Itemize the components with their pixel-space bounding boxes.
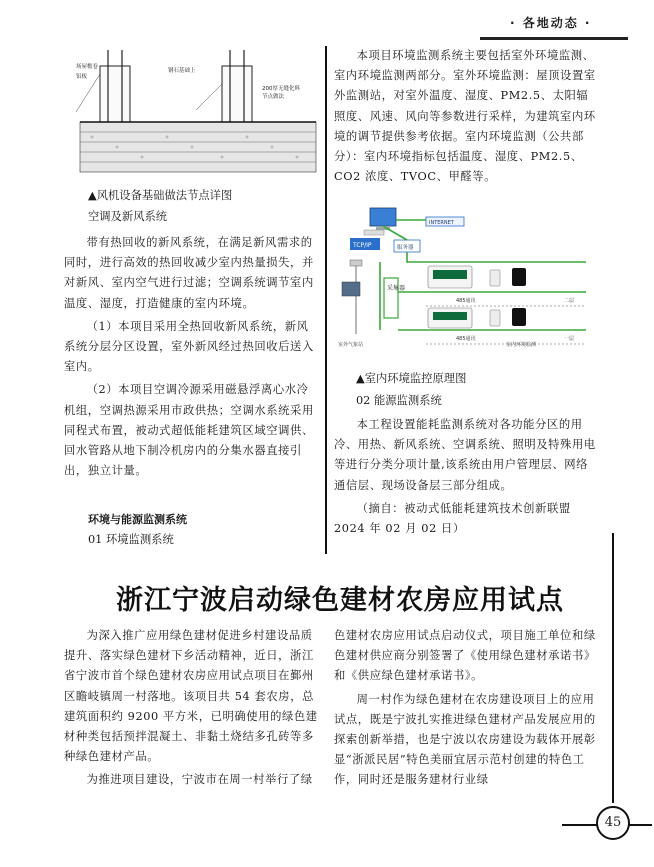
foundation-detail-figure [72, 44, 322, 184]
sensor-floor1-b [512, 308, 526, 326]
article-right-column [334, 626, 596, 791]
section-header-tag: · 各地动态 · [510, 16, 592, 30]
fig1-label-1: 场屋檐卷 [76, 64, 99, 70]
section-energy-title: 02 能源监测系统 [356, 394, 442, 407]
article-left-paragraph-2: 为推进项目建设，宁波市在周一村举行了绿 [86, 773, 313, 787]
pier-right [222, 66, 252, 122]
computer-monitor [370, 208, 396, 226]
aircon-paragraph-3: （2）本项目空调冷源采用磁悬浮离心水冷机组，空调热源采用市政供热；空调水系统采用同程式布置，被动式超低能耗建筑区域空调供、回水管路从地下制冷机房内的分集水器直接引出，独立计量。 [64, 383, 314, 478]
page-number: 45 [604, 815, 622, 830]
article-left-paragraph-1: 为深入推广应用绿色建材促进乡村建设品质提升、落实绿色建材下乡活动精神，近日，浙江省宁波市首个绿色建材农房应用试点项目在鄞州区瞻岐镇周一村落地。该项目共 54 套农房，总建筑面积约 9200 平方米，已明确使用的绿色建材种类包括预拌混凝土、非黏土烧结多孔砖等多种绿色建材产品。 [64, 629, 318, 764]
section-aircon-title: 空调及新风系统 [88, 210, 168, 223]
indoor-monitor-label: 室内环境监测 [506, 342, 537, 348]
section-env-monitor-title: 01 环境监测系统 [88, 533, 174, 546]
env-monitor-paragraph: 本项目环境监测系统主要包括室外环境监测、室内环境监测两部分。室外环境监测：屋顶设置室外监测站，对室外温度、湿度、PM2.5、太阳辐照度、风速、风向等参数进行采样，为建筑室内环境的调节提供参考依据。室内环境监测（公共部分）：室内环境指标包括温度、湿度、PM2.5、CO2 浓度、TVOC、甲醛等。 [334, 49, 596, 184]
header-rule [480, 37, 628, 40]
collector-label: 采集器 [387, 285, 406, 292]
article-headline: 浙江宁波启动绿色建材农房应用试点 [116, 585, 564, 616]
page-number-badge [596, 806, 630, 840]
computer-keyboard [364, 230, 384, 235]
floor2-label: 二层 [564, 298, 575, 304]
article-right-paragraph-2: 周一村作为绿色建材在农房建设项目上的应用试点，既是宁波扎实推进绿色建材产品发展应用的探索创新举措，也是宁波以农房建设为载体开展彰显“浙派民居”特色美丽宜居示范村创建的特色工作，同时还是服务建材行业绿 [334, 692, 596, 787]
collector-box [384, 278, 398, 318]
indoor-monitoring-diagram [336, 204, 598, 366]
outdoor-station-label: 室外气象站 [338, 342, 364, 348]
controller-floor1-screen [433, 312, 467, 320]
fig1-label-2: 铝板 [76, 74, 88, 80]
fig1-label-5: 节点做法 [262, 94, 285, 100]
article-left-column [64, 626, 320, 791]
fig1-label-4: 200厚无缝化料 [262, 86, 300, 92]
right-column-intro [334, 46, 596, 187]
fig1-caption: ▲风机设备基础做法节点详图 [88, 189, 233, 202]
right-column-body [334, 415, 596, 539]
solar-panel [342, 282, 360, 296]
ground-slab [80, 122, 316, 172]
bus-label-485-upper: 485通讯 [456, 298, 476, 304]
internet-label: INTERNET [429, 220, 454, 226]
bus-label-485-lower: 485通讯 [456, 336, 476, 342]
fig2-caption: ▲室内环境监控原理图 [356, 372, 467, 385]
sensor-floor2-b [512, 268, 526, 286]
controller-floor2-screen [433, 270, 467, 279]
sensor-head [350, 260, 362, 266]
sensor-floor2-a [490, 270, 500, 286]
aircon-paragraph-2: （1）本项目采用全热回收新风系统，新风系统分层分区设置，室外新风经过热回收后送入室内。 [64, 319, 314, 374]
fig1-label-3: 钢石基础上 [168, 68, 196, 74]
section-env-energy-title: 环境与能源监测系统 [88, 513, 187, 526]
server-label: 服务器 [397, 245, 414, 251]
left-column-body [64, 233, 320, 481]
energy-paragraph: 本工程设置能耗监测系统对各功能分区的用冷、用热、新风系统、空调系统、照明及特殊用电等进行分类分项计量,该系统由用户管理层、网络通信层、现场设备层三部分组成。 [334, 418, 596, 492]
floor1-label: 一层 [564, 336, 575, 342]
column-divider [325, 46, 327, 554]
right-edge-rule [612, 533, 614, 803]
article-right-paragraph-1: 色建材农房应用试点启动仪式，项目施工单位和绿色建材供应商分别签署了《使用绿色建材承诺书》和《供应绿色建材承诺书》。 [334, 629, 596, 683]
tcpip-label: TCP/IP [353, 242, 372, 249]
sensor-floor1-a [490, 310, 500, 326]
pier-left [100, 66, 130, 122]
aircon-paragraph-1: 带有热回收的新风系统，在满足新风需求的同时，进行高效的热回收减少室内热量损失，并对新风、室内空气进行过滤；空调系统调节室内温度、湿度，打造健康的室内环境。 [64, 236, 314, 310]
source-note: （摘自：被动式低能耗建筑技术创新联盟 2024 年 02 月 02 日） [334, 501, 571, 536]
